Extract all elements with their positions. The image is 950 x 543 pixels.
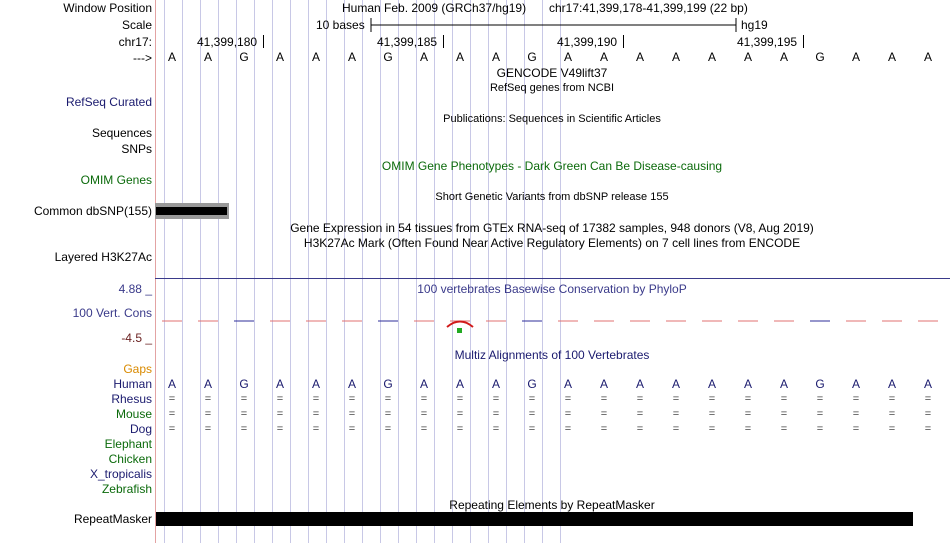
sequence-base: A [743,50,752,64]
dbsnp-track-title[interactable]: Short Genetic Variants from dbSNP release 155 [435,191,669,203]
sequence-base: A [347,50,356,64]
scale-text: 10 bases [316,18,365,32]
alignment-match: = [204,408,212,420]
human-base: G [383,377,393,391]
sequence-base: A [599,50,608,64]
grid-left-border [155,0,156,543]
grid-line [398,0,399,543]
refseq-subtitle: RefSeq genes from NCBI [489,82,615,94]
alignment-match: = [312,423,320,435]
species-label[interactable]: Human [113,377,152,391]
alignment-match: = [636,408,644,420]
alignment-match: = [744,408,752,420]
alignment-match: = [780,393,788,405]
alignment-match: = [276,423,284,435]
alignment-match: = [888,408,896,420]
alignment-match: = [204,423,212,435]
human-base: G [527,377,537,391]
sequence-base: A [455,50,464,64]
ruler-label: 41,399,185 [377,35,438,49]
alignment-match: = [672,408,680,420]
alignment-match: = [780,408,788,420]
alignment-match: = [168,393,176,405]
dbsnp-feature-bar [156,207,227,215]
alignment-match: = [888,423,896,435]
ruler-tick [623,35,624,48]
sequence-base: A [311,50,320,64]
alignment-match: = [420,408,428,420]
alignment-match: = [780,423,788,435]
alignment-match: = [816,393,824,405]
ruler-tick [803,35,804,48]
human-base: A [635,377,644,391]
phylop-peak [447,322,473,328]
alignment-match: = [420,393,428,405]
human-base: G [815,377,825,391]
alignment-match: = [312,408,320,420]
grid-line [236,0,237,543]
sequence-base: A [275,50,284,64]
alignment-match: = [600,408,608,420]
phylop-max-value: 4.88 _ [118,282,152,296]
grid-line [200,0,201,543]
ruler-label: 41,399,180 [197,35,258,49]
h3k27ac-signal-line [155,278,950,279]
h3k27ac-track-title[interactable]: H3K27Ac Mark (Often Found Near Active Regulatory Elements) on 7 cell lines from ENCODE [303,236,801,250]
dbsnp-feature-frame[interactable] [155,203,229,219]
sequence-base: G [815,50,825,64]
grid-line [416,0,417,543]
grid-line [488,0,489,543]
sequence-base: A [923,50,932,64]
scale-bar [370,17,738,33]
species-label[interactable]: Gaps [123,362,152,376]
grid-line [380,0,381,543]
alignment-match: = [384,423,392,435]
sequence-base: A [851,50,860,64]
sequence-base: G [383,50,393,64]
sequence-base: G [239,50,249,64]
grid-line [452,0,453,543]
alignment-match: = [384,408,392,420]
alignment-match: = [852,423,860,435]
grid-line [308,0,309,543]
alignment-match: = [528,393,536,405]
human-base: A [743,377,752,391]
refseq-curated-label[interactable]: RefSeq Curated [65,95,152,109]
phylop-label[interactable]: 100 Vert. Cons [72,306,152,320]
alignment-match: = [240,408,248,420]
phylop-min-value: -4.5 _ [121,331,152,345]
grid-line [218,0,219,543]
alignment-match: = [456,423,464,435]
alignment-match: = [276,393,284,405]
human-base: A [707,377,716,391]
alignment-match: = [492,423,500,435]
human-base: A [923,377,932,391]
alignment-match: = [708,423,716,435]
human-base: A [491,377,500,391]
repeatmasker-label[interactable]: RepeatMasker [73,512,152,526]
omim-genes-label[interactable]: OMIM Genes [80,173,152,187]
alignment-match: = [852,393,860,405]
gtex-track-title[interactable]: Gene Expression in 54 tissues from GTEx RNA-seq of 17382 samples, 948 donors (V8, Aug 2019) [290,221,814,235]
alignment-match: = [456,393,464,405]
sequence-base: A [707,50,716,64]
alignment-match: = [564,408,572,420]
human-base: A [311,377,320,391]
sequence-base: A [491,50,500,64]
window-position-label: Window Position [63,1,152,15]
ruler-tick [263,35,264,48]
grid-line [470,0,471,543]
human-base: A [275,377,284,391]
repeatmasker-feature-bar[interactable] [156,512,913,526]
alignment-match: = [816,423,824,435]
grid-line [254,0,255,543]
multiz-track-title[interactable]: Multiz Alignments of 100 Vertebrates [454,348,650,362]
alignment-match: = [708,393,716,405]
grid-line [344,0,345,543]
sequence-base: A [419,50,428,64]
species-label[interactable]: Mouse [115,407,152,421]
sequences-label[interactable]: Sequences [91,126,152,140]
repeatmasker-track-title[interactable]: Repeating Elements by RepeatMasker [449,498,655,512]
alignment-match: = [528,423,536,435]
common-dbsnp-label[interactable]: Common dbSNP(155) [33,204,152,218]
alignment-match: = [168,423,176,435]
human-base: A [347,377,356,391]
alignment-match: = [312,393,320,405]
grid-line [272,0,273,543]
alignment-match: = [348,393,356,405]
alignment-match: = [600,423,608,435]
alignment-match: = [492,408,500,420]
scale-assembly: hg19 [741,18,768,32]
species-label[interactable]: Rhesus [111,392,152,406]
alignment-match: = [240,423,248,435]
alignment-match: = [348,408,356,420]
alignment-match: = [600,393,608,405]
alignment-match: = [564,423,572,435]
alignment-match: = [204,393,212,405]
sequence-base: A [203,50,212,64]
human-base: A [203,377,212,391]
species-label[interactable]: Dog [129,422,152,436]
alignment-match: = [672,393,680,405]
human-base: A [419,377,428,391]
alignment-match: = [636,393,644,405]
chrom-label: chr17: [118,35,152,49]
ruler-label: 41,399,190 [557,35,618,49]
ruler-label: 41,399,195 [737,35,798,49]
alignment-match: = [852,408,860,420]
human-base: A [779,377,788,391]
human-base: A [167,377,176,391]
alignment-match: = [636,423,644,435]
alignment-match: = [744,393,752,405]
assembly-text: Human Feb. 2009 (GRCh37/hg19) [342,1,527,15]
species-label[interactable]: Zebrafish [101,482,152,496]
phylop-track-title[interactable]: 100 vertebrates Basewise Conservation by PhyloP [417,282,687,296]
layered-h3k27ac-label[interactable]: Layered H3K27Ac [54,250,152,264]
sequence-base: A [167,50,176,64]
phylop-signal [155,312,950,336]
grid-line [362,0,363,543]
phylop-mark [457,328,462,333]
alignment-match: = [492,393,500,405]
species-label[interactable]: Elephant [104,437,152,451]
alignment-match: = [708,408,716,420]
human-base: G [239,377,249,391]
position-text[interactable]: chr17:41,399,178-41,399,199 (22 bp) [549,1,748,15]
grid-line [326,0,327,543]
alignment-match: = [924,393,932,405]
direction-label: ---> [133,51,152,65]
alignment-match: = [924,408,932,420]
sequence-base: A [563,50,572,64]
alignment-match: = [528,408,536,420]
alignment-match: = [168,408,176,420]
sequence-base: A [887,50,896,64]
alignment-match: = [240,393,248,405]
alignment-match: = [420,423,428,435]
snps-label[interactable]: SNPs [121,142,152,156]
alignment-match: = [744,423,752,435]
sequence-base: A [635,50,644,64]
grid-line [434,0,435,543]
grid-line [164,0,165,543]
human-base: A [887,377,896,391]
sequence-base: A [779,50,788,64]
alignment-match: = [276,408,284,420]
species-label[interactable]: X_tropicalis [89,467,152,481]
scale-label: Scale [121,18,152,32]
alignment-match: = [348,423,356,435]
alignment-match: = [564,393,572,405]
sequence-base: A [671,50,680,64]
sequence-base: G [527,50,537,64]
human-base: A [851,377,860,391]
alignment-match: = [672,423,680,435]
grid-line [290,0,291,543]
human-base: A [599,377,608,391]
alignment-match: = [384,393,392,405]
alignment-match: = [456,408,464,420]
grid-line [182,0,183,543]
human-base: A [455,377,464,391]
alignment-match: = [888,393,896,405]
gencode-track-title[interactable]: GENCODE V49lift37 [496,66,608,80]
alignment-match: = [816,408,824,420]
omim-track-title[interactable]: OMIM Gene Phenotypes - Dark Green Can Be Disease-causing [381,159,723,173]
human-base: A [671,377,680,391]
species-label[interactable]: Chicken [108,452,152,466]
alignment-match: = [924,423,932,435]
publications-track-title[interactable]: Publications: Sequences in Scientific Articles [443,113,661,125]
ruler-tick [443,35,444,48]
human-base: A [563,377,572,391]
